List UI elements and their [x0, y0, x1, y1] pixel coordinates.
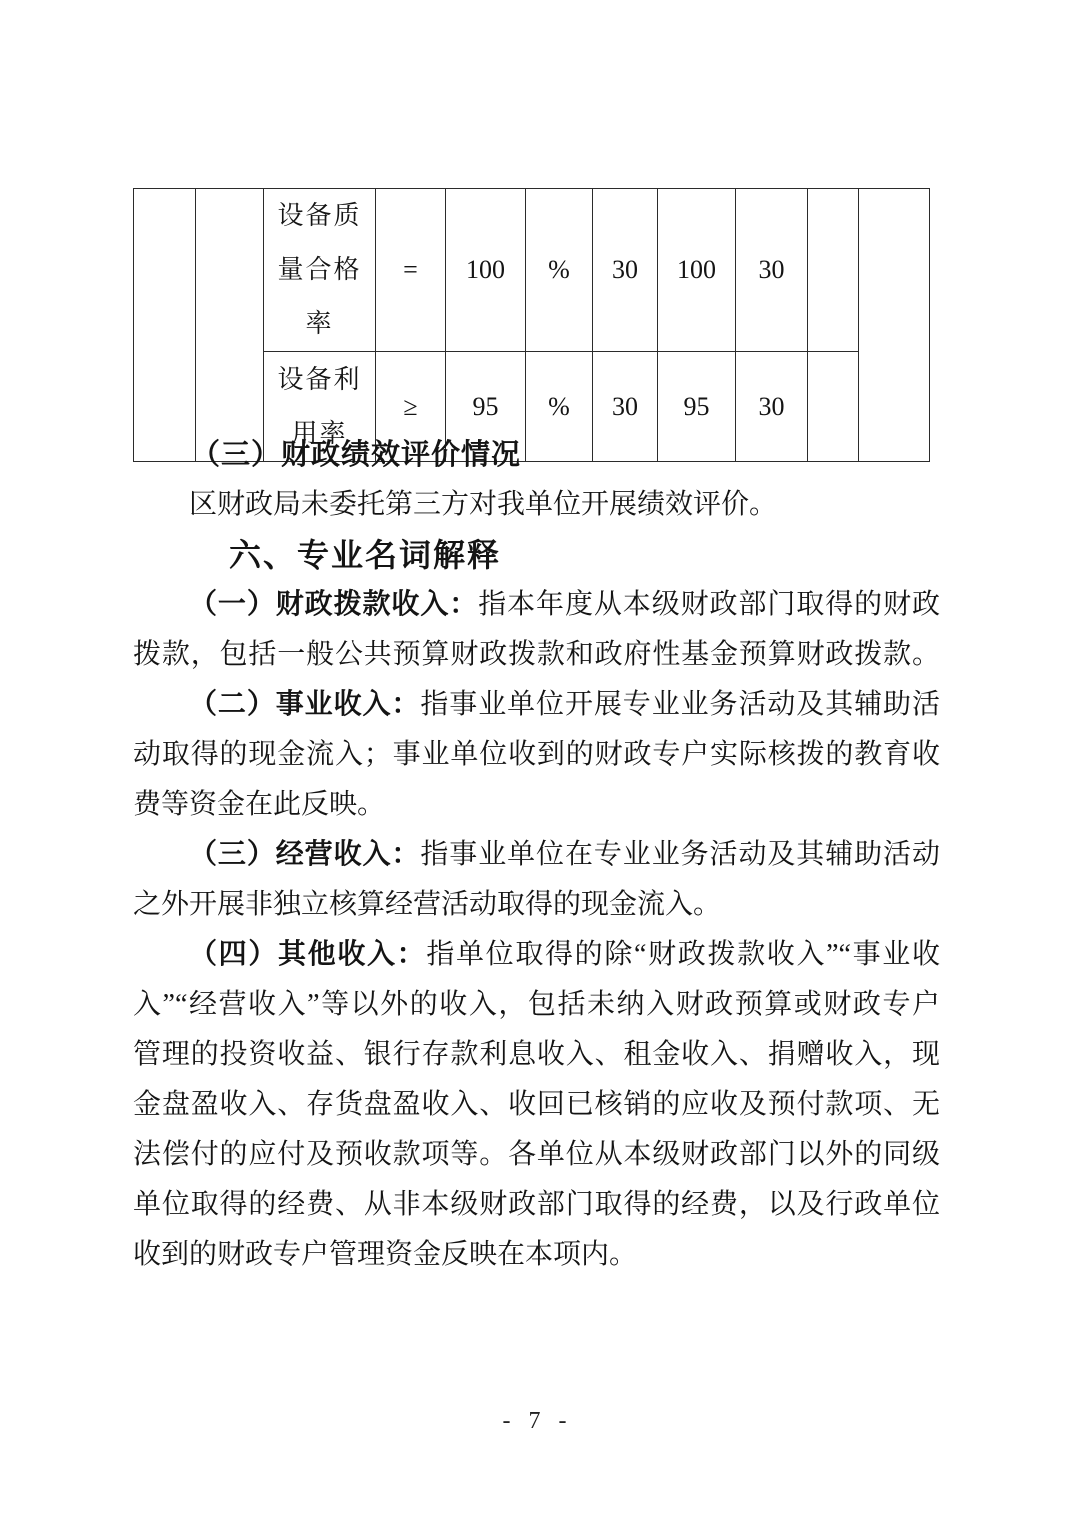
term-line — [133, 1080, 940, 1130]
page-number: - 7 - — [502, 1408, 573, 1434]
empty-cell — [859, 189, 930, 462]
operator-cell: = — [376, 189, 446, 352]
target-value-cell: 100 — [446, 189, 526, 352]
weight-cell: 30 — [593, 352, 658, 462]
score-cell: 30 — [736, 189, 808, 352]
term-text: 费等资金在此反映。 — [133, 789, 386, 820]
section-heading-evaluation: （三）财政绩效评价情况 — [191, 439, 522, 471]
table-row — [134, 189, 930, 352]
target-value-cell: 95 — [446, 352, 526, 462]
term-line — [133, 1230, 940, 1280]
indicator-table — [133, 188, 930, 462]
term-line — [133, 580, 940, 630]
unit-cell: % — [526, 352, 593, 462]
term-text: 入”“经营收入”等以外的收入，包括未纳入财政预算或财政专户 — [133, 989, 940, 1020]
paragraph-evaluation: 区财政局未委托第三方对我单位开展绩效评价。 — [189, 489, 778, 520]
term-line — [133, 680, 940, 730]
operator-cell: ≥ — [376, 352, 446, 462]
term-text: 指本年度从本级财政部门取得的财政 — [478, 589, 940, 620]
empty-cell — [808, 189, 859, 352]
section-heading-terms: 六、专业名词解释 — [229, 537, 502, 573]
term-lead: （三）经营收入： — [189, 839, 421, 870]
term-line — [133, 980, 940, 1030]
term-text: 单位取得的经费、从非本级财政部门取得的经费，以及行政单位 — [133, 1189, 940, 1220]
term-line — [133, 1130, 940, 1180]
term-text: 指事业单位开展专业业务活动及其辅助活 — [420, 689, 940, 720]
term-line — [133, 830, 940, 880]
indicator-name-cell: 设备质量合格率 — [264, 189, 376, 352]
term-text: 指单位取得的除“财政拨款收入”“事业收 — [426, 939, 940, 970]
indicator-table-wrap — [133, 188, 930, 462]
term-text: 收到的财政专户管理资金反映在本项内。 — [133, 1239, 638, 1270]
term-line — [133, 730, 940, 780]
term-text: 动取得的现金流入；事业单位收到的财政专户实际核拨的教育收 — [133, 739, 940, 770]
actual-value-cell: 100 — [658, 189, 736, 352]
term-text: 之外开展非独立核算经营活动取得的现金流入。 — [133, 889, 722, 920]
indicator-name-cell: 设备利用率 — [264, 352, 376, 462]
empty-cell — [134, 189, 196, 462]
term-lead: （二）事业收入： — [189, 689, 421, 720]
weight-cell: 30 — [593, 189, 658, 352]
term-line — [133, 1030, 940, 1080]
empty-cell — [196, 189, 264, 462]
term-line — [133, 880, 940, 930]
term-line — [133, 930, 940, 980]
term-text: 法偿付的应付及预收款项等。各单位从本级财政部门以外的同级 — [133, 1139, 940, 1170]
score-cell: 30 — [736, 352, 808, 462]
document-body — [133, 430, 940, 1280]
term-text: 指事业单位在专业业务活动及其辅助活动 — [420, 839, 940, 870]
term-line — [133, 630, 940, 680]
term-lead: （一）财政拨款收入： — [189, 589, 479, 620]
term-lead: （四）其他收入： — [189, 939, 427, 970]
term-text: 拨款，包括一般公共预算财政拨款和政府性基金预算财政拨款。 — [133, 639, 940, 670]
term-line — [133, 1180, 940, 1230]
term-line — [133, 780, 940, 830]
term-text: 管理的投资收益、银行存款利息收入、租金收入、捐赠收入，现 — [133, 1039, 940, 1070]
actual-value-cell: 95 — [658, 352, 736, 462]
term-text: 金盘盈收入、存货盘盈收入、收回已核销的应收及预付款项、无 — [133, 1089, 940, 1120]
unit-cell: % — [526, 189, 593, 352]
